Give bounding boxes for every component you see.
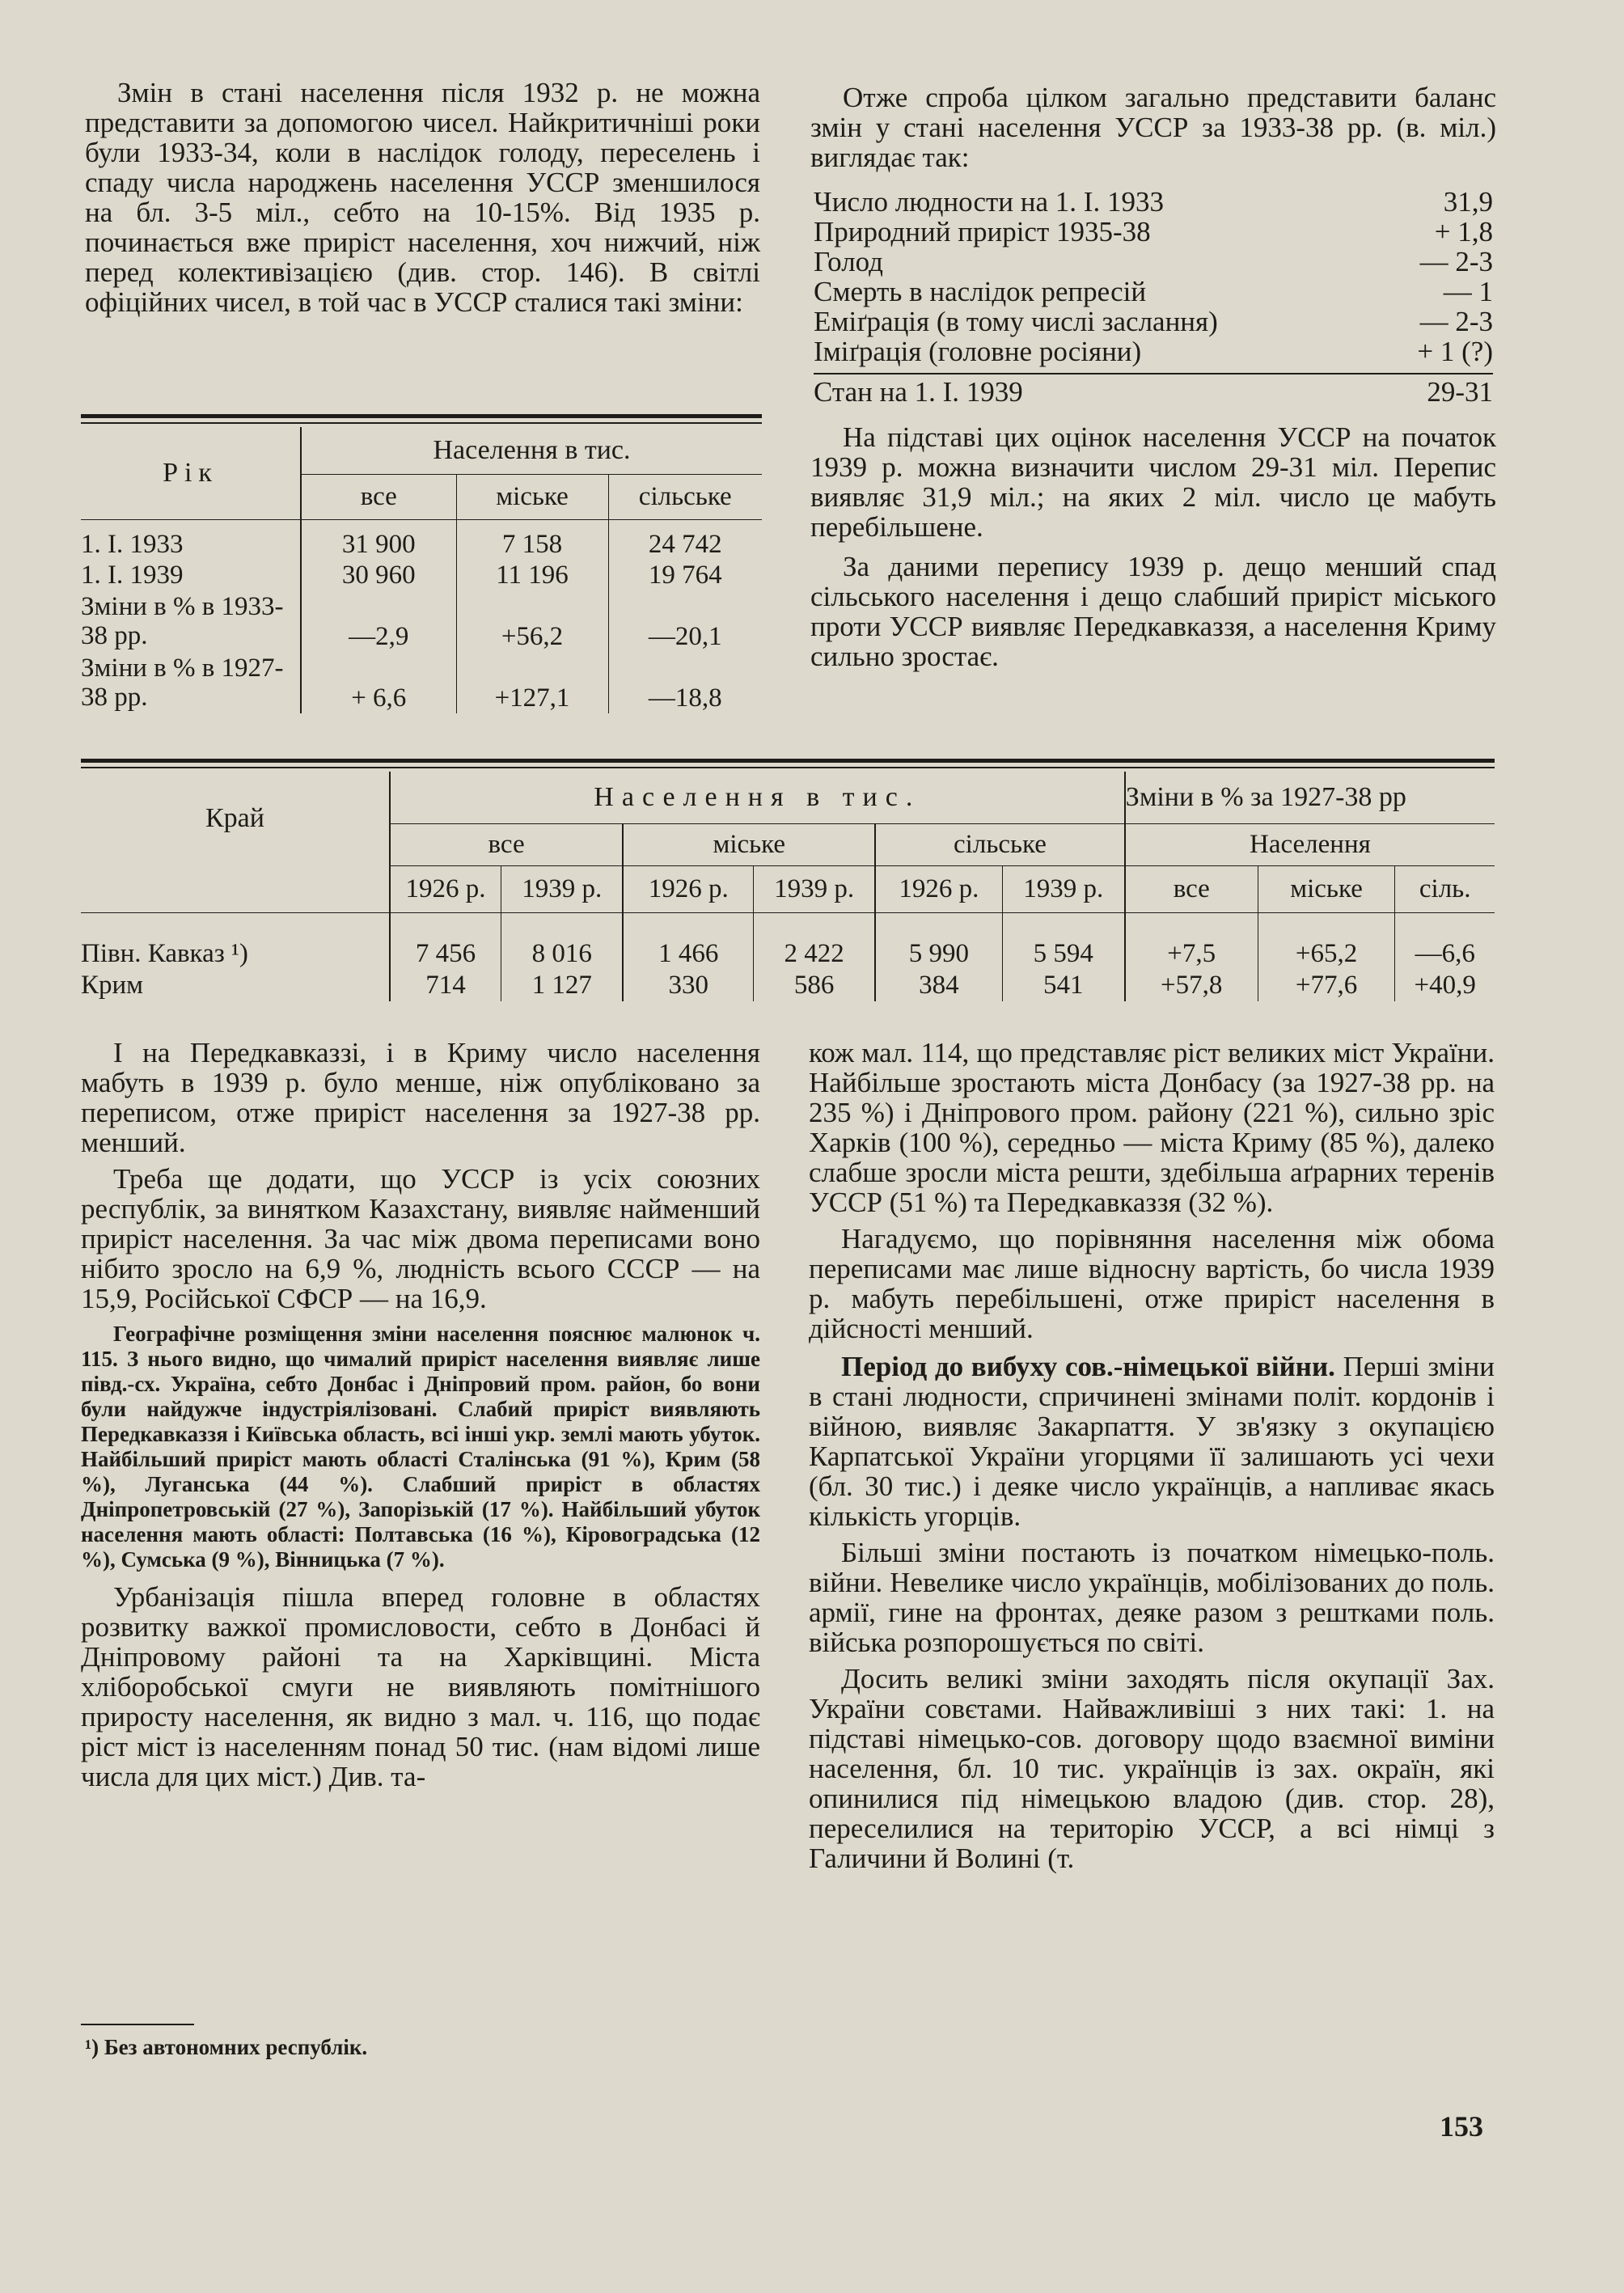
balance-label: Еміґрація (в тому числі заслання) bbox=[814, 306, 1218, 337]
column-group-header: Населення в тис. bbox=[301, 427, 762, 474]
paragraph: Треба ще додати, що УССР із усіх союзних республік, за винятком Казахстану, виявляє найменший приріст населення. За час між двома переписами воно нібито зросло на 6,9 %, людність всього СССР — на 15,9, Російської СФСР — на 16,9. bbox=[81, 1163, 760, 1314]
balance-row bbox=[814, 277, 1493, 307]
cell-all: —2,9 bbox=[301, 590, 456, 652]
cell-urban: +127,1 bbox=[456, 652, 608, 713]
year-1939: 1939 р. bbox=[1002, 865, 1125, 912]
subheader-population: Населення bbox=[1125, 823, 1495, 865]
balance-row bbox=[814, 217, 1493, 247]
cell: 5 594 bbox=[1002, 912, 1125, 969]
page-number: 153 bbox=[1440, 2110, 1483, 2143]
cell: +77,6 bbox=[1258, 969, 1395, 1001]
paragraph-small: Географічне розміщення зміни населення пояснює малюнок ч. 115. З нього видно, що чималий приріст населення виявляє лише півд.-сх. Україна, себто Донбас і Дніпровий пром. район, бо вони були найдужче індустріялізовані. Слабий приріст виявляють Передкавказзя і Київська область, всі інші укр. землі мають убуток. Найбільший приріст мають області Сталінська (91 %), Крим (58 %), Луганська (44 %). Слабший приріст в областях Дніпропетровській (27 %), Запорізькій (17 %). Найбільший убуток населення мають області: Полтавська (16 %), Кіровоградська (12 %), Сумська (9 %), Вінницька (7 %). bbox=[81, 1322, 760, 1572]
cell: +40,9 bbox=[1414, 970, 1476, 1000]
year-1939: 1939 р. bbox=[501, 865, 624, 912]
cell: 714 bbox=[390, 969, 501, 1001]
section-text: Перші зміни в стані людности, спричинені змінами політ. кордонів і війною, виявляє Закарпаття. У зв'язку з окупацією Карпатської України угорцями її залишають усі чехи (бл. 30 тис.) і деяке число українців, а напливає якась кількість угорців. bbox=[809, 1351, 1495, 1532]
section-heading: Період до вибуху сов.-німецької війни. bbox=[841, 1351, 1335, 1382]
change-urban-header: міське bbox=[1258, 865, 1395, 912]
cell: +7,5 bbox=[1125, 912, 1258, 969]
cell: 5 990 bbox=[875, 912, 1002, 969]
cell: 384 bbox=[875, 969, 1002, 1001]
cell: 8 016 bbox=[501, 912, 624, 969]
cell-rural: —18,8 bbox=[648, 683, 722, 713]
cell: +57,8 bbox=[1125, 969, 1258, 1001]
column-header-all: все bbox=[301, 474, 456, 519]
cell: +65,2 bbox=[1258, 912, 1395, 969]
balance-value: — 2-3 bbox=[1419, 246, 1493, 277]
balance-row bbox=[814, 307, 1493, 336]
paragraph: Змін в стані населення після 1932 р. не можна представити за допомогою чисел. Найкритичніші роки були 1933-34, коли в наслідок голоду, переселень і спаду числа народжень населення УССР зменшилося на бл. 3-5 міл., себто на 10-15%. Від 1935 р. починається вже приріст населення, хоч нижчий, ніж перед колективізацією (див. стор. 146). В світлі офіційних чисел, в той час в УССР сталися такі зміни: bbox=[85, 77, 760, 318]
column-header-region: Край bbox=[81, 772, 390, 865]
cell-rural: —20,1 bbox=[648, 622, 722, 651]
column-header-urban: міське bbox=[456, 474, 608, 519]
balance-value: — 1 bbox=[1443, 276, 1493, 307]
balance-value: — 2-3 bbox=[1419, 306, 1493, 337]
row-label: 1. I. 1933 bbox=[81, 519, 301, 560]
balance-row bbox=[814, 247, 1493, 277]
paragraph: За даними перепису 1939 р. дещо менший спад сільського населення і дещо слабший приріст міського проти УССР виявляє Передкавказзя, а населення Криму сильно зростає. bbox=[810, 551, 1496, 672]
column-header-rural: сільське bbox=[638, 481, 732, 511]
balance-label: Число людности на 1. I. 1933 bbox=[814, 186, 1164, 218]
change-all-header: все bbox=[1125, 865, 1258, 912]
cell: 2 422 bbox=[754, 912, 876, 969]
cell-urban: 11 196 bbox=[456, 560, 608, 590]
paragraph: Досить великі зміни заходять після окупації Зах. України совєтами. Найважливіші з них такі: 1. на підставі німецько-сов. договору щодо взаємної виміни населення, бл. 10 тис. українців із зах. окраїн, які опинилися під німецькою владою (див. стор. 28), переселилися на територію УССР, а всі німці з Галичини й Волині (т. bbox=[809, 1663, 1495, 1874]
cell-all: + 6,6 bbox=[301, 652, 456, 713]
balance-list bbox=[814, 187, 1493, 366]
balance-label: Іміґрація (головне росіяни) bbox=[814, 336, 1142, 367]
cell-rural: 24 742 bbox=[648, 530, 722, 559]
cell: 7 456 bbox=[390, 912, 501, 969]
row-label: Крим bbox=[81, 969, 390, 1001]
balance-sum-rule bbox=[814, 373, 1493, 374]
cell: 1 466 bbox=[623, 912, 753, 969]
right-bottom-column bbox=[809, 1038, 1495, 1873]
subheader-all: все bbox=[390, 823, 623, 865]
balance-intro: Отже спроба цілком загально представити баланс змін у стані населення УССР за 1933-38 рр. (в. міл.) виглядає так: bbox=[810, 82, 1496, 173]
table-population-ussr bbox=[81, 427, 762, 713]
year-1926: 1926 р. bbox=[390, 865, 501, 912]
balance-label: Голод bbox=[814, 246, 883, 277]
year-1926: 1926 р. bbox=[623, 865, 753, 912]
paragraph: На підставі цих оцінок населення УССР на початок 1939 р. можна визначити числом 29-31 міл. Перепис виявляє 31,9 міл.; на яких 2 міл. число це мабуть перебільшене. bbox=[810, 421, 1496, 543]
paragraph: Більші зміни постають із початком німецько-поль. війни. Невелике число українців, мобілізованих до поль. армії, гине на фронтах, деяке разом з рештками поль. війська розпорошується по світі. bbox=[809, 1537, 1495, 1658]
cell-urban: +56,2 bbox=[456, 590, 608, 652]
year-1926: 1926 р. bbox=[875, 865, 1002, 912]
balance-row bbox=[814, 336, 1493, 366]
paragraph: Нагадуємо, що порівняння населення між обома переписами має лише відносну вартість, бо числа 1939 р. мабуть перебільшені, отже приріст населення в дійсності менший. bbox=[809, 1223, 1495, 1344]
paragraph: І на Передкавказзі, і в Криму число населення мабуть в 1939 р. було менше, ніж опубліковано за переписом, отже приріст населення за 1927-38 рр. менший. bbox=[81, 1037, 760, 1158]
cell: 330 bbox=[623, 969, 753, 1001]
footnote-rule bbox=[81, 2024, 194, 2025]
balance-total-label: Стан на 1. I. 1939 bbox=[814, 376, 1023, 408]
row-label: 1. I. 1939 bbox=[81, 560, 301, 590]
footnote: ¹) Без автономних республік. bbox=[85, 2035, 368, 2059]
right-top-paragraphs bbox=[810, 422, 1496, 671]
cell-all: 30 960 bbox=[301, 560, 456, 590]
balance-value: 31,9 bbox=[1443, 186, 1493, 218]
column-group-population: Населення в тис. bbox=[390, 772, 1125, 823]
paragraph: кож мал. 114, що представляє ріст великих міст України. Найбільше зростають міста Донбасу (за 1927-38 рр. на 235 %) і Дніпрового пром. району (221 %), сильно зріс Харків (100 %), середньо — міста Криму (85 %), далеко слабше зросли міста решти, здебільша аґрарних теренів УССР (51 %) та Передкавказзя (32 %). bbox=[809, 1037, 1495, 1218]
column-header-year: Рік bbox=[81, 427, 301, 519]
left-top-column bbox=[85, 78, 760, 317]
balance-value: + 1 (?) bbox=[1417, 336, 1493, 367]
subheader-urban: міське bbox=[623, 823, 875, 865]
row-label: Зміни в % в 1933-38 рр. bbox=[81, 590, 301, 652]
table2-top-rule-thin bbox=[81, 767, 1495, 768]
cell-urban: 7 158 bbox=[456, 519, 608, 560]
empty-cell bbox=[81, 865, 390, 912]
balance-value: + 1,8 bbox=[1434, 216, 1493, 247]
change-rural-header: сіль. bbox=[1419, 874, 1471, 903]
row-label: Півн. Кавказ ¹) bbox=[81, 912, 390, 969]
cell-all: 31 900 bbox=[301, 519, 456, 560]
table-top-rule bbox=[81, 414, 762, 418]
table2-top-rule bbox=[81, 759, 1495, 763]
balance-total bbox=[814, 377, 1493, 407]
balance-total-value: 29-31 bbox=[1427, 376, 1493, 408]
right-top-column bbox=[810, 82, 1496, 172]
row-label: Зміни в % в 1927-38 рр. bbox=[81, 652, 301, 713]
balance-row bbox=[814, 187, 1493, 217]
left-bottom-column bbox=[81, 1038, 760, 1792]
balance-label: Смерть в наслідок репресій bbox=[814, 276, 1147, 307]
cell: 1 127 bbox=[501, 969, 624, 1001]
balance-label: Природний приріст 1935-38 bbox=[814, 216, 1151, 247]
section-paragraph bbox=[809, 1352, 1495, 1531]
column-group-change: Зміни в % за 1927-38 рр bbox=[1125, 772, 1495, 823]
cell-rural: 19 764 bbox=[648, 560, 722, 590]
paragraph: Урбанізація пішла вперед головне в областях розвитку важкої промисловости, себто в Донбасі й Дніпровому районі та на Харківщині. Міста хліборобської смуги не виявляють помітнішого приросту населення, як видно з мал. ч. 116, що подає ріст міст із населенням понад 50 тис. (нам відомі лише числа для цих міст.) Див. та- bbox=[81, 1581, 760, 1792]
subheader-rural: сільське bbox=[875, 823, 1125, 865]
cell: —6,6 bbox=[1415, 939, 1475, 968]
table-regions bbox=[81, 772, 1495, 1001]
cell: 586 bbox=[754, 969, 876, 1001]
year-1939: 1939 р. bbox=[754, 865, 876, 912]
table-top-rule-thin bbox=[81, 422, 762, 424]
cell: 541 bbox=[1002, 969, 1125, 1001]
